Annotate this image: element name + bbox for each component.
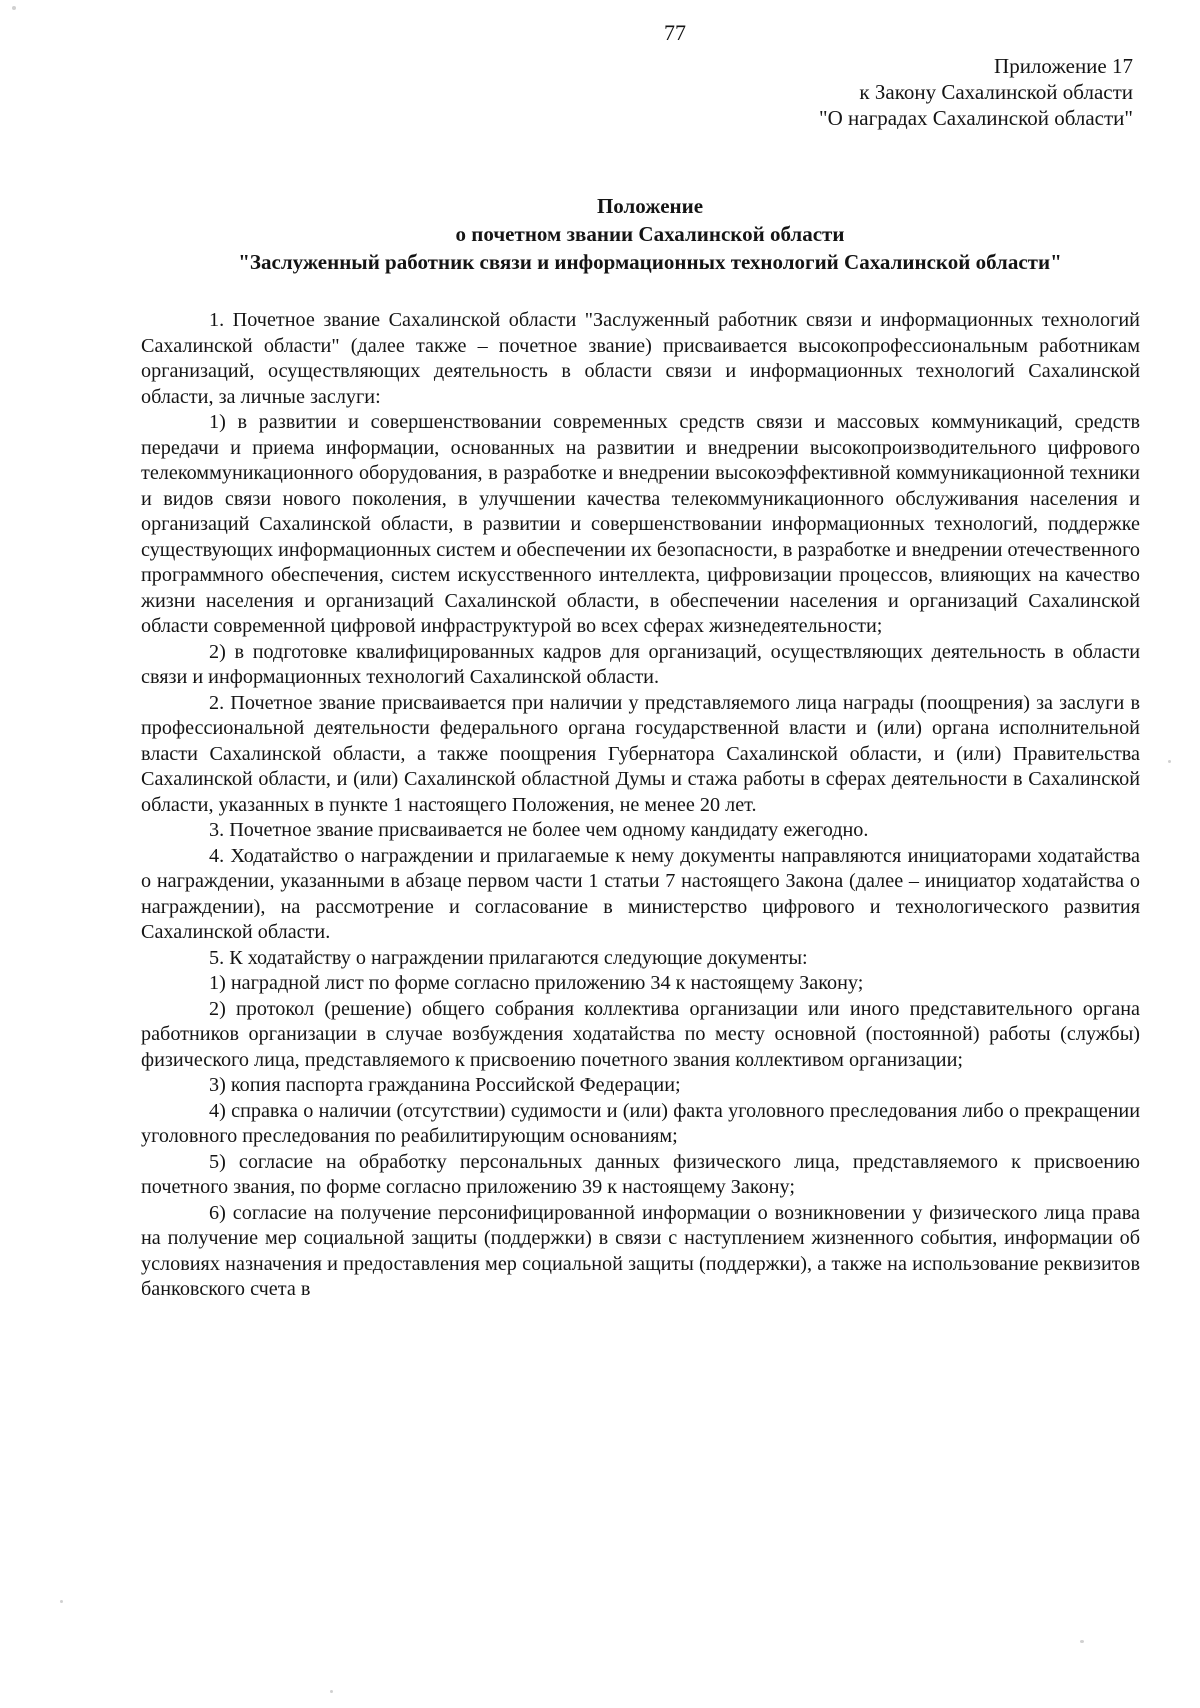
scan-speck xyxy=(1168,760,1171,763)
paragraph: 2) в подготовке квалифицированных кадров для организаций, осуществляющих деятельность в области связи и информационных технологий Сахалинской области. xyxy=(141,640,1140,688)
paragraph: 6) согласие на получение персонифицированной информации о возникновении у физического лица права на получение мер социальной защиты (поддержки) в связи с наступлением жизненного события, информации об условиях назначения и предоставления мер социальной защиты (поддержки), а также на использование реквизитов банковского счета в xyxy=(141,1201,1140,1300)
paragraph: 4. Ходатайство о награждении и прилагаемые к нему документы направляются инициаторами ходатайства о награждении, указанными в абзаце первом части 1 статьи 7 настоящего Закона (далее – инициатор ходатайства о награждении), на рассмотрение и согласование в министерство цифрового и технологического развития Сахалинской области. xyxy=(141,844,1140,943)
scan-speck xyxy=(330,1690,333,1693)
title-line: Положение xyxy=(596,194,704,218)
appendix-header xyxy=(819,53,1133,131)
paragraph: 1) в развитии и совершенствовании современных средств связи и массовых коммуникаций, средств передачи и приема информации, основанных на развитии и внедрении высокопроизводительного цифрового телекоммуникационного оборудования, в разработке и внедрении высокоэффективной коммуникационной техники и видов связи нового поколения, в улучшении качества телекоммуникационного обслуживания населения и организаций Сахалинской области, в развитии и совершенствовании информационных технологий, поддержке существующих информационных систем и обеспечении их безопасности, в разработке и внедрении отечественного программного обеспечения, систем искусственного интеллекта, цифровизации процессов, влияющих на качество жизни населения и организаций Сахалинской области, в обеспечении населения и организаций Сахалинской области современной цифровой инфраструктурой во всех сферах жизнедеятельности; xyxy=(141,411,1140,637)
document-title xyxy=(110,192,1190,276)
paragraph: 4) справка о наличии (отсутствии) судимости и (или) факта уголовного преследования либо о прекращении уголовного преследования по реабилитирующим основаниям; xyxy=(141,1099,1140,1147)
scan-speck xyxy=(60,1600,63,1603)
title-line: о почетном звании Сахалинской области xyxy=(455,222,845,246)
document-body xyxy=(141,308,1140,1303)
paragraph: 3. Почетное звание присваивается не более чем одному кандидату ежегодно. xyxy=(209,819,869,841)
appendix-line: к Закону Сахалинской области xyxy=(859,80,1133,104)
scan-speck xyxy=(12,6,16,10)
paragraph: 5) согласие на обработку персональных данных физического лица, представляемого к присвоению почетного звания, по форме согласно приложению 39 к настоящему Закону; xyxy=(141,1150,1140,1198)
paragraph: 5. К ходатайству о награждении прилагаются следующие документы: xyxy=(209,946,808,969)
paragraph: 1) наградной лист по форме согласно приложению 34 к настоящему Закону; xyxy=(209,972,864,994)
title-line: "Заслуженный работник связи и информационных технологий Сахалинской области" xyxy=(238,250,1062,274)
paragraph: 1. Почетное звание Сахалинской области "Заслуженный работник связи и информационных технологий Сахалинской области" (далее также – почетное звание) присваивается высокопрофессиональным работникам организаций, осуществляющих деятельность в области связи и информационных технологий Сахалинской области, за личные заслуги: xyxy=(141,309,1140,408)
paragraph: 3) копия паспорта гражданина Российской Федерации; xyxy=(209,1074,681,1096)
page-number: 77 xyxy=(664,20,686,45)
paragraph: 2. Почетное звание присваивается при наличии у представляемого лица награды (поощрения) за заслуги в профессиональной деятельности федерального органа государственной власти и (или) органа исполнительной власти Сахалинской области, а также поощрения Губернатора Сахалинской области, и (или) Правительства Сахалинской области, и (или) Сахалинской областной Думы и стажа работы в сферах деятельности в Сахалинской области, указанных в пункте 1 настоящего Положения, не менее 20 лет. xyxy=(141,691,1140,816)
appendix-line: Приложение 17 xyxy=(994,54,1133,78)
scan-speck xyxy=(1080,1640,1084,1643)
paragraph: 2) протокол (решение) общего собрания коллектива организации или иного представительного органа работников организации в случае возбуждения ходатайства по месту основной (постоянной) работы (службы) физического лица, представляемого к присвоению почетного звания коллективом организации; xyxy=(141,997,1140,1071)
appendix-line: "О наградах Сахалинской области" xyxy=(819,106,1133,130)
